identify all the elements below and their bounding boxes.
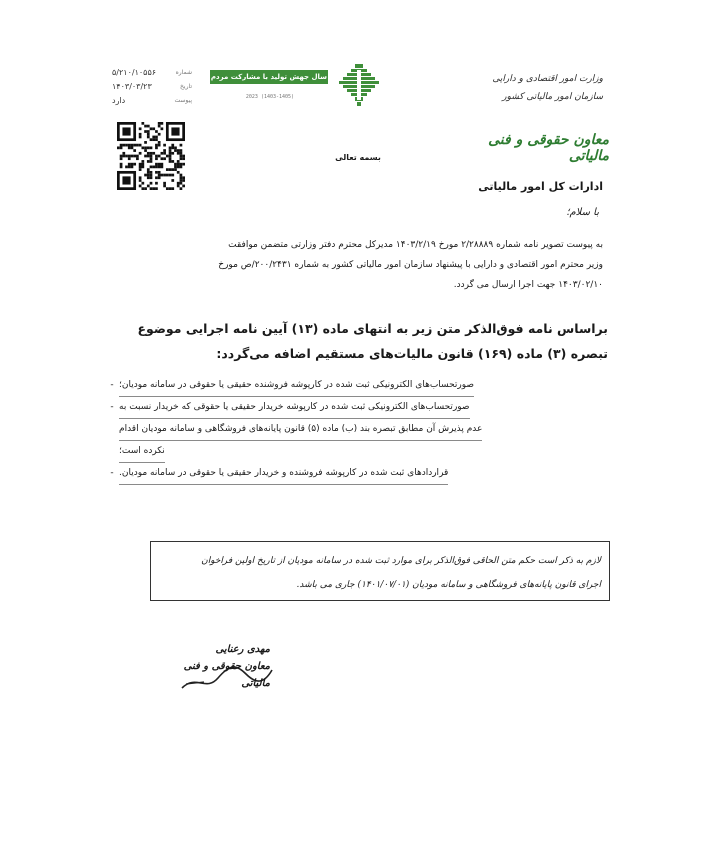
- list-item: [105, 375, 605, 397]
- meta-number-value: ۵/۲۱۰/۱۰۵۵۶: [112, 68, 157, 77]
- bullet-dash: -: [110, 380, 114, 390]
- meta-date-label: تاریخ: [180, 83, 192, 90]
- bullet-dash: -: [110, 468, 114, 478]
- letter-meta: [112, 66, 192, 108]
- ministry-name: وزارت امور اقتصادی و دارایی: [492, 74, 603, 84]
- bold-directive-line: براساس نامه فوق‌الذکر متن زیر به انتهای ماده (۱۳) آیین نامه اجرایی موضوع: [137, 321, 608, 336]
- meta-number-label: شماره: [175, 69, 192, 76]
- note-line: لازم به ذکر است حکم متن الحاقی فوق‌الذکر برای موارد ثبت شده در سامانه مودیان از تاریخ اولین فراخوان: [201, 556, 601, 566]
- organization-name: سازمان امور مالیاتی کشور: [502, 92, 603, 102]
- bullet-list: [105, 375, 605, 485]
- bullet-line: قراردادهای ثبت شده در کارپوشه فروشنده و خریدار حقیقی یا حقوقی در سامانه مودیان.: [119, 463, 448, 485]
- bullet-dash: -: [110, 402, 114, 412]
- deputy-heading: معاون حقوقی و فنی مالیاتی: [488, 132, 609, 164]
- bullet-line: صورتحساب‌های الکترونیکی ثبت شده در کارپوشه فروشنده حقیقی یا حقوقی در سامانه مودیان؛: [119, 375, 474, 397]
- basmala: بسمه تعالی: [335, 153, 381, 162]
- addressee: ادارات کل امور مالیاتی: [478, 180, 603, 193]
- banner-year: 2023 (1403-1405): [245, 94, 295, 100]
- meta-number-row: [112, 66, 192, 80]
- signature-name: مهدی رعنایی: [215, 644, 270, 655]
- signature-block: [180, 641, 270, 692]
- greeting: با سلام؛: [566, 207, 599, 218]
- paragraph-line: ۱۴۰۳/۰۲/۱۰ جهت اجرا ارسال می گردد.: [453, 280, 603, 290]
- ministry-header: [483, 70, 603, 106]
- list-item: [105, 463, 605, 485]
- year-slogan-banner: سال جهش تولید با مشارکت مردم: [210, 70, 328, 84]
- paragraph-line: وزیر محترم امور اقتصادی و دارایی با پیشنهاد سازمان امور مالیاتی کشور به شماره ۲۰۰/۲۴۳۱/ص مورخ: [218, 260, 603, 270]
- qr-code-icon: [116, 122, 186, 190]
- signature-title: معاون حقوقی و فنی مالیاتی: [183, 661, 270, 689]
- bullet-line: عدم پذیرش آن مطابق تبصره بند (ب) ماده (۵) قانون پایانه‌های فروشگاهی و سامانه مودیان اقدام: [119, 419, 482, 441]
- meta-date-row: [112, 80, 192, 94]
- bullet-line: نکرده است؛: [119, 441, 165, 463]
- note-line: اجرای قانون پایانه‌های فروشگاهی و سامانه مودیان (۱۴۰۱/۰۷/۰۱) جاری می باشد.: [296, 580, 601, 590]
- list-item: [105, 397, 605, 463]
- note-text: [151, 549, 601, 597]
- meta-attachment-row: [112, 94, 192, 108]
- meta-attachment-label: پیوست: [174, 97, 192, 104]
- tax-organization-emblem-icon: [336, 62, 382, 108]
- paragraph-line: به پیوست تصویر نامه شماره ۲/۲۸۸۸۹ مورخ ۱۴۰۳/۲/۱۹ مدیرکل محترم دفتر وزارتی متضمن موافقت: [228, 240, 603, 250]
- bullet-line: صورتحساب‌های الکترونیکی ثبت شده در کارپوشه خریدار حقیقی یا حقوقی که خریدار نسبت به: [119, 397, 470, 419]
- bold-directive-line: تبصره (۳) ماده (۱۶۹) قانون مالیات‌های مستقیم اضافه می‌گردد:: [216, 346, 608, 361]
- intro-paragraph: [117, 235, 603, 295]
- meta-date-value: ۱۴۰۳/۰۳/۲۳: [112, 82, 152, 91]
- meta-attachment-value: دارد: [112, 96, 126, 105]
